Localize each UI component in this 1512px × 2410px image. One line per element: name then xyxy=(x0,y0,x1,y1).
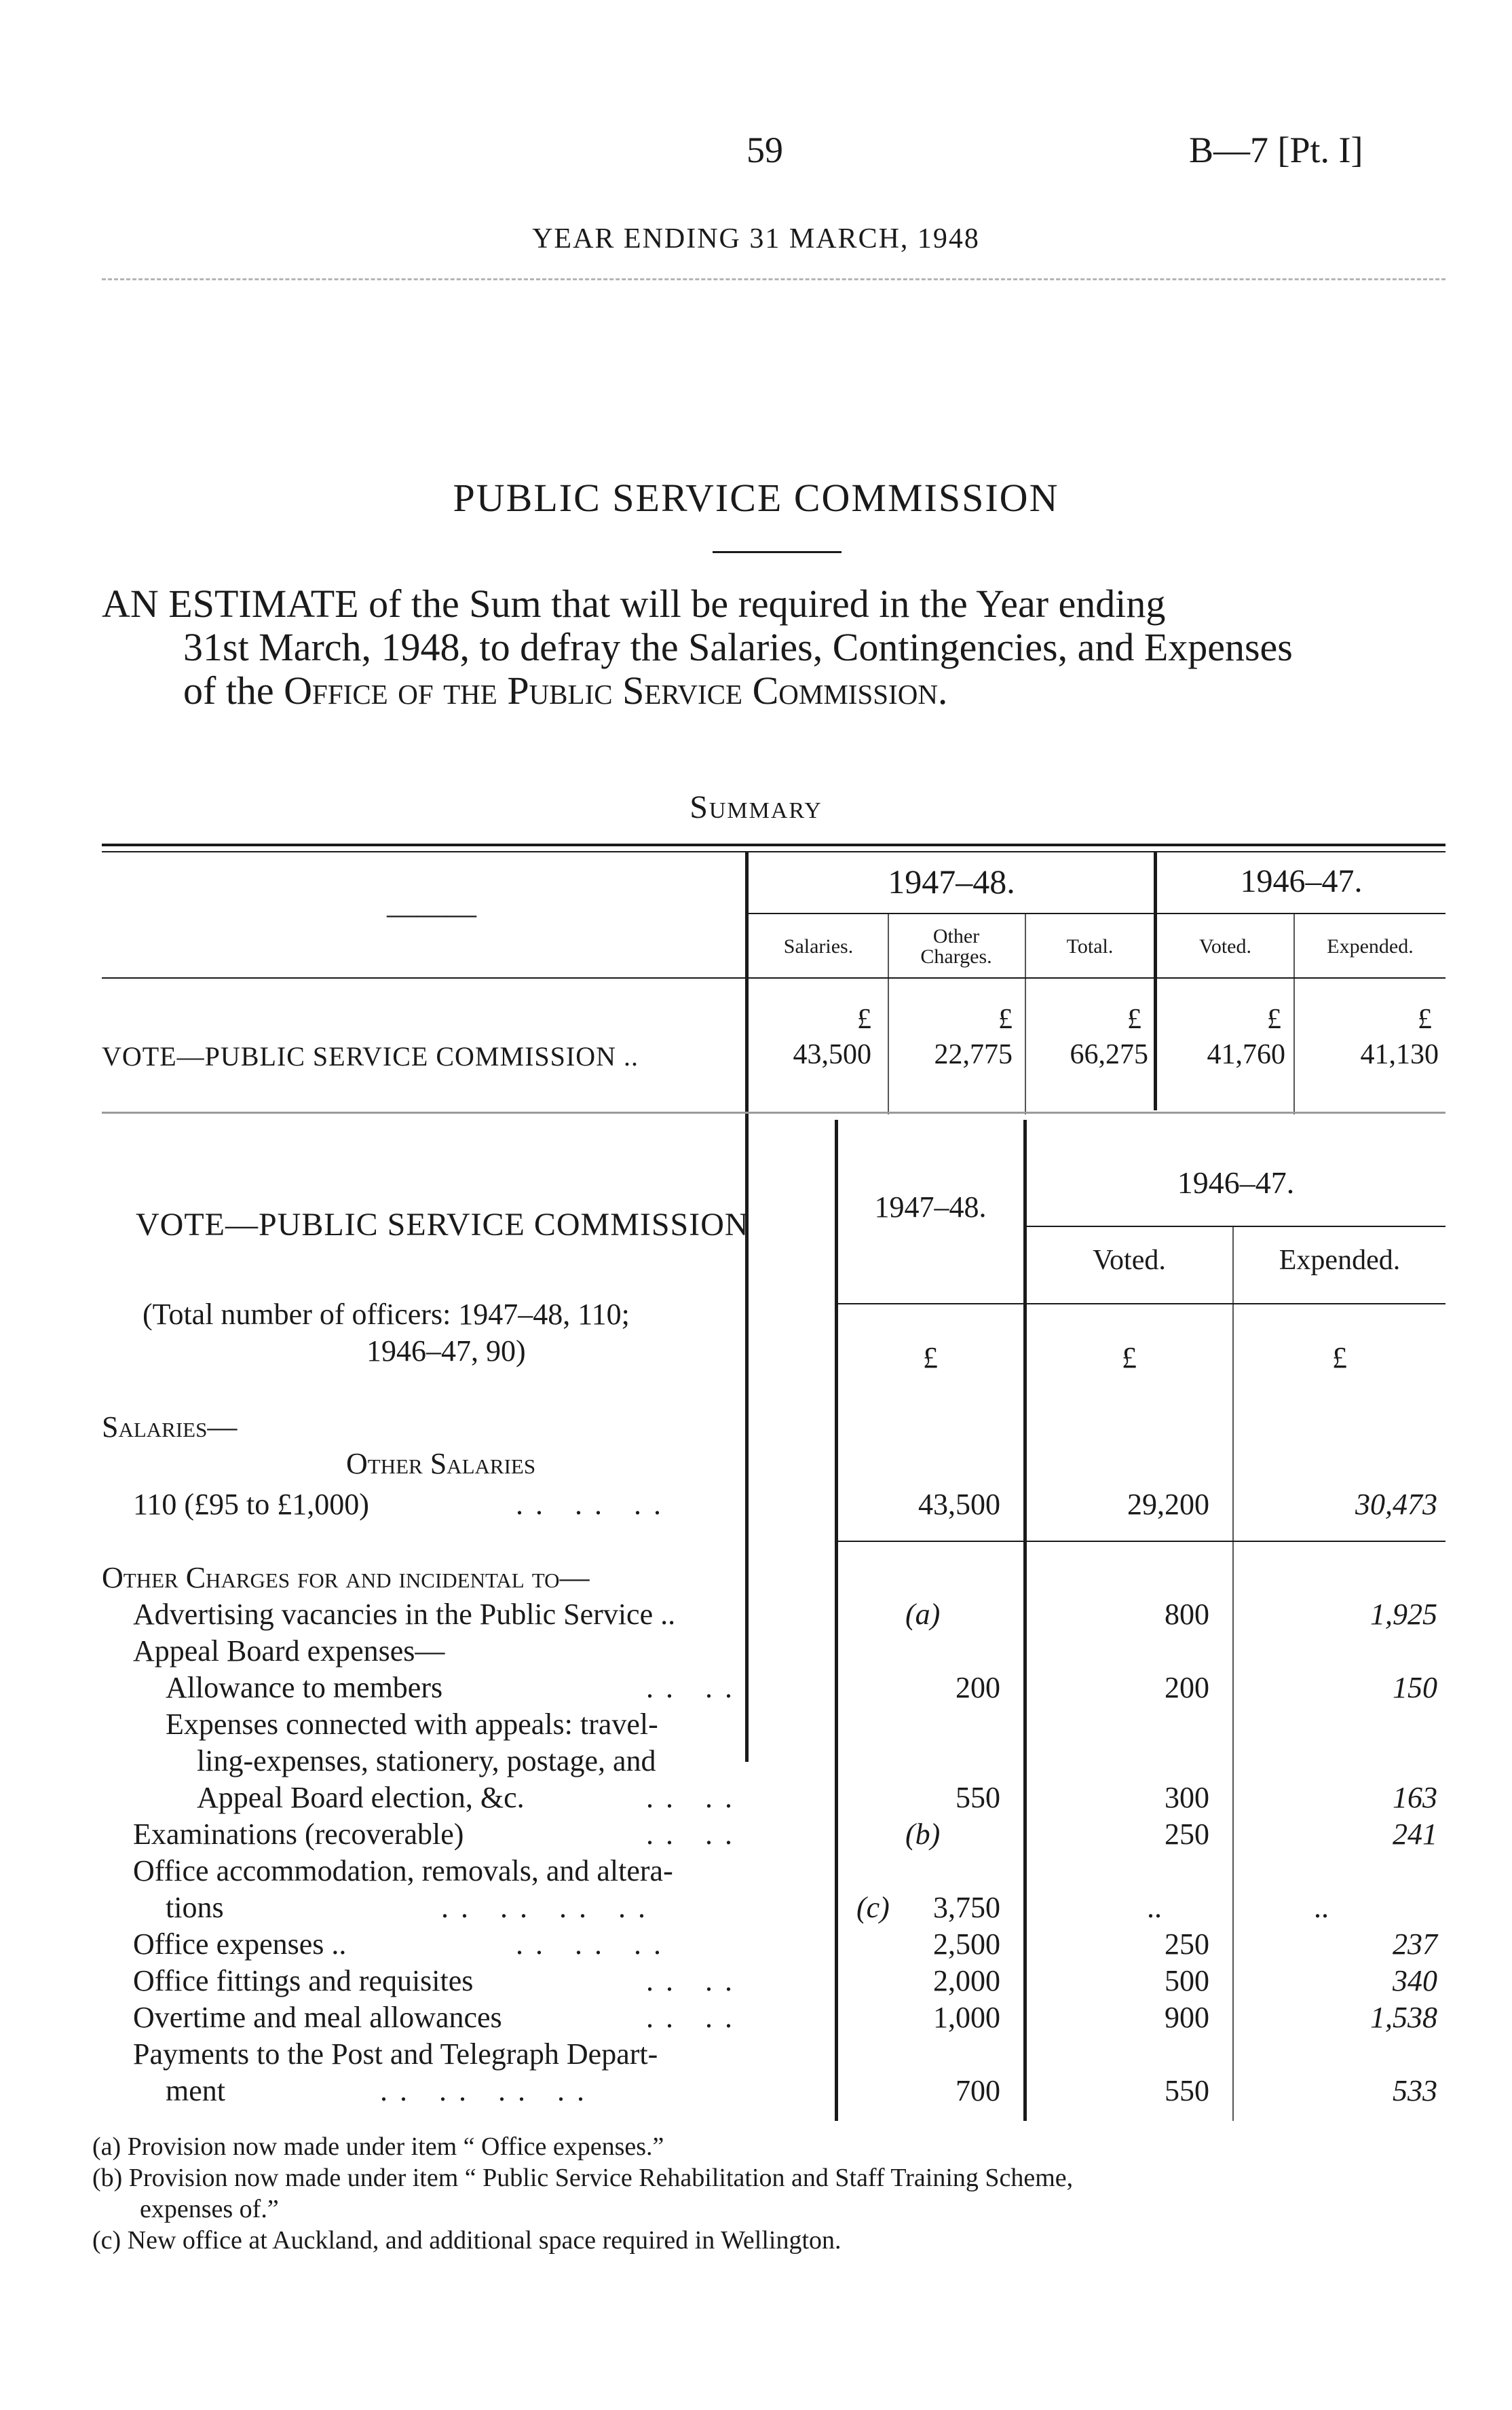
allowance-expended: 150 xyxy=(1393,1671,1437,1704)
detail-col-expended: Expended. xyxy=(1279,1245,1401,1276)
fittings-voted: 500 xyxy=(1165,1964,1209,1997)
summary-row-label: VOTE—PUBLIC SERVICE COMMISSION .. xyxy=(102,1041,639,1072)
intro-line-3-prefix: of the xyxy=(183,669,284,713)
summary-year-1946: 1946–47. xyxy=(1240,863,1363,899)
office-accom-line-1: Office accommodation, removals, and altera- xyxy=(133,1854,673,1887)
appeals-line-2: ling-expenses, stationery, postage, and xyxy=(197,1744,656,1777)
detail-heading: VOTE—PUBLIC SERVICE COMMISSION xyxy=(136,1207,749,1243)
salaries-currency: £ xyxy=(857,1004,871,1035)
estimate-intro xyxy=(102,582,1445,713)
detail-salaries-rule xyxy=(837,1541,1445,1542)
page-title: PUBLIC SERVICE COMMISSION xyxy=(453,476,1059,520)
post-line-1: Payments to the Post and Telegraph Depart- xyxy=(133,2037,658,2071)
office-accom-expended: .. xyxy=(1314,1891,1329,1924)
fittings-est: 2,000 xyxy=(933,1964,1000,1997)
detail-expended-currency: £ xyxy=(1332,1341,1347,1374)
advertising-est: (a) xyxy=(905,1598,941,1631)
detail-year-1946: 1946–47. xyxy=(1177,1165,1295,1200)
appeals-est: 550 xyxy=(956,1781,1000,1814)
other-charges-heading: Other Charges for and incidental to— xyxy=(102,1561,590,1594)
office-accom-voted: .. xyxy=(1147,1891,1162,1924)
detail-col-voted: Voted. xyxy=(1093,1245,1166,1276)
summary-total-value: 66,275 xyxy=(1070,1039,1148,1070)
footnote-c: (c) New office at Auckland, and additional space required in Wellington. xyxy=(92,2226,842,2255)
salaries-voted: 29,200 xyxy=(1127,1488,1209,1521)
other-salaries-heading: Other Salaries xyxy=(346,1447,536,1480)
detail-year2-rule xyxy=(1026,1226,1445,1227)
fittings-label: Office fittings and requisites xyxy=(133,1964,474,1997)
summary-other-value: 22,775 xyxy=(934,1039,1013,1070)
summary-salaries-value: 43,500 xyxy=(793,1039,871,1070)
summary-col-divider-1 xyxy=(888,914,889,1114)
office-accom-est: 3,750 xyxy=(933,1891,1000,1924)
expended-currency: £ xyxy=(1418,1004,1432,1035)
title-underline xyxy=(713,551,842,553)
other-currency: £ xyxy=(998,1004,1013,1035)
summary-vrule-label xyxy=(745,852,749,1762)
year-ending-line: YEAR ENDING 31 MARCH, 1948 xyxy=(532,223,980,255)
footnote-b-line-1: (b) Provision now made under item “ Public Service Rehabilitation and Staff Training Scheme, xyxy=(92,2164,1074,2192)
exams-label: Examinations (recoverable) xyxy=(133,1818,464,1851)
officers-line-2: 1946–47, 90) xyxy=(366,1334,526,1368)
summary-header-rule xyxy=(102,977,1445,979)
footnote-a: (a) Provision now made under item “ Office expenses.” xyxy=(92,2132,664,2161)
fittings-dots: .. .. xyxy=(646,1964,744,1997)
intro-line-2: 31st March, 1948, to defray the Salaries, Contingencies, and Expenses xyxy=(183,625,1293,669)
detail-year-1947: 1947–48. xyxy=(874,1190,987,1224)
overtime-dots: .. .. xyxy=(646,2001,744,2034)
office-expenses-dots: .. .. .. xyxy=(516,1927,673,1961)
appeals-dots: .. .. xyxy=(646,1781,744,1814)
office-name: Office of the Public Service Commission. xyxy=(284,669,948,713)
summary-expended-value: 41,130 xyxy=(1360,1039,1439,1070)
summary-heading: Summary xyxy=(689,789,823,825)
exams-est: (b) xyxy=(905,1818,941,1851)
appeals-voted: 300 xyxy=(1165,1781,1209,1814)
footnote-b-line-2: expenses of.” xyxy=(140,2195,279,2223)
salaries-row-dots: .. .. .. xyxy=(516,1488,673,1521)
allowance-label: Allowance to members xyxy=(166,1671,443,1704)
appeals-line-1: Expenses connected with appeals: travel- xyxy=(166,1708,658,1741)
col-total: Total. xyxy=(1066,935,1114,958)
office-accom-label: tions xyxy=(166,1891,224,1924)
exams-expended: 241 xyxy=(1393,1818,1437,1851)
summary-year2-rule xyxy=(1157,913,1445,914)
exams-dots: .. .. xyxy=(646,1818,744,1851)
voted-currency: £ xyxy=(1267,1004,1281,1035)
exams-voted: 250 xyxy=(1165,1818,1209,1851)
officers-line-1: (Total number of officers: 1947–48, 110; xyxy=(143,1298,630,1331)
post-est: 700 xyxy=(956,2074,1000,2107)
page-number: 59 xyxy=(746,130,783,170)
office-expenses-expended: 237 xyxy=(1393,1927,1437,1961)
detail-voted-currency: £ xyxy=(1122,1341,1137,1374)
salaries-est: 43,500 xyxy=(918,1488,1000,1521)
post-dots: .. .. .. .. xyxy=(380,2074,597,2107)
overtime-label: Overtime and meal allowances xyxy=(133,2001,502,2034)
office-expenses-label: Office expenses .. xyxy=(133,1927,347,1961)
allowance-dots: .. .. xyxy=(646,1671,744,1704)
advertising-expended: 1,925 xyxy=(1370,1598,1437,1631)
advertising-voted: 800 xyxy=(1165,1598,1209,1631)
document-code: B—7 [Pt. I] xyxy=(1189,130,1363,170)
summary-dash: ——— xyxy=(387,897,476,930)
col-voted: Voted. xyxy=(1199,935,1251,958)
salaries-expended: 30,473 xyxy=(1355,1488,1437,1521)
appeals-line-3-label: Appeal Board election, &c. xyxy=(197,1781,525,1814)
advertising-label: Advertising vacancies in the Public Service .. xyxy=(133,1598,676,1631)
overtime-voted: 900 xyxy=(1165,2001,1209,2034)
intro-line-3 xyxy=(102,669,1445,713)
office-expenses-est: 2,500 xyxy=(933,1927,1000,1961)
office-accom-dots: .. .. .. .. xyxy=(441,1891,658,1924)
intro-line-1: AN ESTIMATE of the Sum that will be required in the Year ending xyxy=(102,582,1166,626)
allowance-voted: 200 xyxy=(1165,1671,1209,1704)
salaries-heading: Salaries— xyxy=(102,1410,238,1444)
col-salaries: Salaries. xyxy=(783,935,854,958)
col-expended: Expended. xyxy=(1327,935,1414,958)
fittings-expended: 340 xyxy=(1393,1964,1437,1997)
col-other-charges: Other Charges. xyxy=(920,925,992,968)
header-divider xyxy=(102,278,1445,280)
summary-voted-value: 41,760 xyxy=(1207,1039,1285,1070)
overtime-expended: 1,538 xyxy=(1370,2001,1437,2034)
post-voted: 550 xyxy=(1165,2074,1209,2107)
post-label: ment xyxy=(166,2074,225,2107)
allowance-est: 200 xyxy=(956,1671,1000,1704)
detail-header-rule xyxy=(837,1303,1445,1304)
summary-bottom-rule xyxy=(102,1112,1445,1114)
detail-est-currency: £ xyxy=(923,1341,938,1374)
office-accom-note: (c) xyxy=(856,1891,890,1924)
summary-top-rule-2 xyxy=(102,851,1445,852)
appeals-expended: 163 xyxy=(1393,1781,1437,1814)
summary-year-1947: 1947–48. xyxy=(888,863,1015,901)
appeal-heading: Appeal Board expenses— xyxy=(133,1634,445,1668)
post-expended: 533 xyxy=(1393,2074,1437,2107)
office-expenses-voted: 250 xyxy=(1165,1927,1209,1961)
total-currency: £ xyxy=(1127,1004,1141,1035)
salaries-row-label: 110 (£95 to £1,000) xyxy=(133,1488,369,1521)
summary-year1-rule xyxy=(748,913,1154,914)
overtime-est: 1,000 xyxy=(933,2001,1000,2034)
summary-top-rule xyxy=(102,844,1445,846)
